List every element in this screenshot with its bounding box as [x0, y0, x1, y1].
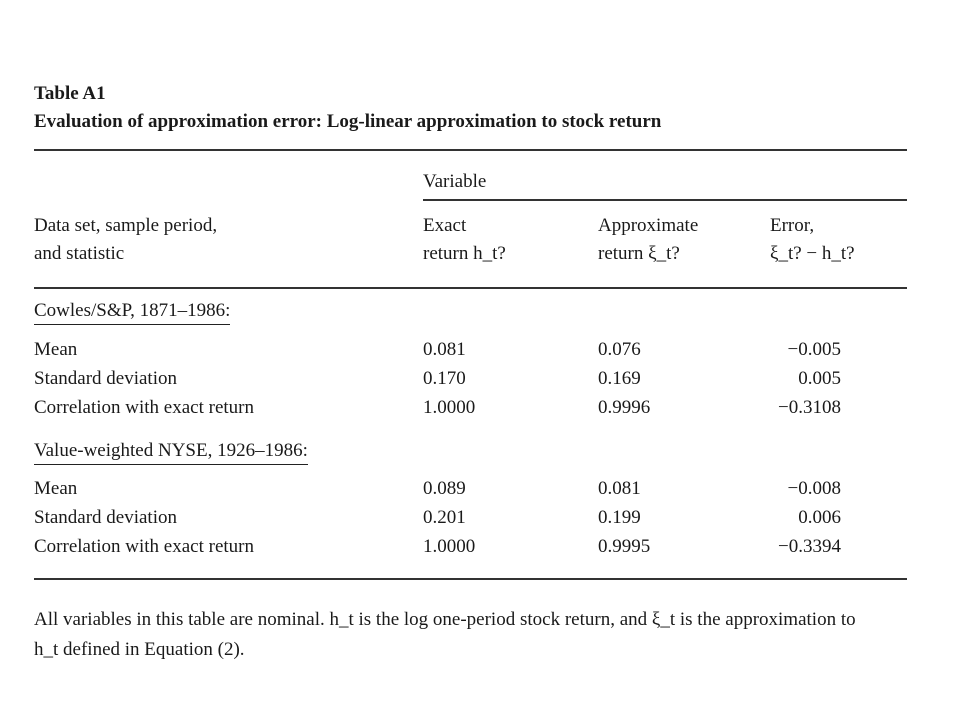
header-rule	[34, 287, 907, 289]
column-header-exact-return	[423, 212, 506, 268]
row-exact-value: 1.0000	[423, 536, 476, 557]
table-row	[34, 365, 907, 393]
footnote-line2: h_t defined in Equation (2).	[34, 639, 245, 660]
spanner-rule	[423, 199, 907, 201]
row-exact-value: 0.201	[423, 507, 466, 528]
row-statistic: Mean	[34, 339, 78, 360]
table-caption: Evaluation of approximation error: Log-linear approximation to stock return	[34, 111, 662, 132]
table-row	[34, 394, 907, 422]
table-row	[34, 475, 907, 503]
table-row	[34, 336, 907, 364]
column-header-approx-line2: return ξ_t?	[598, 243, 680, 264]
top-rule	[34, 149, 907, 151]
row-error-value: −0.008	[787, 478, 841, 499]
table-row	[34, 533, 907, 561]
column-header-error-line2: ξ_t? − h_t?	[770, 243, 855, 264]
row-statistic: Correlation with exact return	[34, 397, 255, 418]
row-statistic: Mean	[34, 478, 78, 499]
table-label: Table A1	[34, 83, 106, 104]
column-header-approximate-return	[598, 212, 698, 268]
row-approx-value: 0.076	[598, 339, 641, 360]
stub-header-line2: and statistic	[34, 243, 125, 264]
column-spanner-variable: Variable	[423, 171, 487, 192]
row-approx-value: 0.081	[598, 478, 641, 499]
row-approx-value: 0.9996	[598, 397, 651, 418]
row-approx-value: 0.199	[598, 507, 641, 528]
stub-header	[34, 212, 217, 268]
bottom-rule	[34, 578, 907, 580]
table-footnote	[34, 605, 914, 665]
row-error-value: −0.3108	[778, 397, 841, 418]
column-header-exact-line1: Exact	[423, 215, 467, 236]
row-statistic: Standard deviation	[34, 507, 177, 528]
column-header-error-line1: Error,	[770, 215, 815, 236]
group-title: Cowles/S&P, 1871–1986:	[34, 299, 230, 325]
row-exact-value: 0.081	[423, 339, 466, 360]
group-title: Value-weighted NYSE, 1926–1986:	[34, 439, 308, 465]
row-error-value: −0.3394	[778, 536, 841, 557]
stub-header-line1: Data set, sample period,	[34, 215, 218, 236]
row-exact-value: 0.170	[423, 368, 466, 389]
row-exact-value: 1.0000	[423, 397, 476, 418]
row-error-value: −0.005	[787, 339, 841, 360]
table-row	[34, 504, 907, 532]
row-statistic: Correlation with exact return	[34, 536, 255, 557]
row-error-value: 0.005	[798, 368, 841, 389]
row-approx-value: 0.9995	[598, 536, 651, 557]
footnote-line1: All variables in this table are nominal. h_t is the log one-period stock return, and ξ_t is the approximation to	[34, 609, 856, 630]
row-exact-value: 0.089	[423, 478, 466, 499]
row-error-value: 0.006	[798, 507, 841, 528]
column-header-error	[770, 212, 855, 268]
row-statistic: Standard deviation	[34, 368, 177, 389]
column-header-approx-line1: Approximate	[598, 215, 699, 236]
column-header-exact-line2: return h_t?	[423, 243, 506, 264]
row-approx-value: 0.169	[598, 368, 641, 389]
